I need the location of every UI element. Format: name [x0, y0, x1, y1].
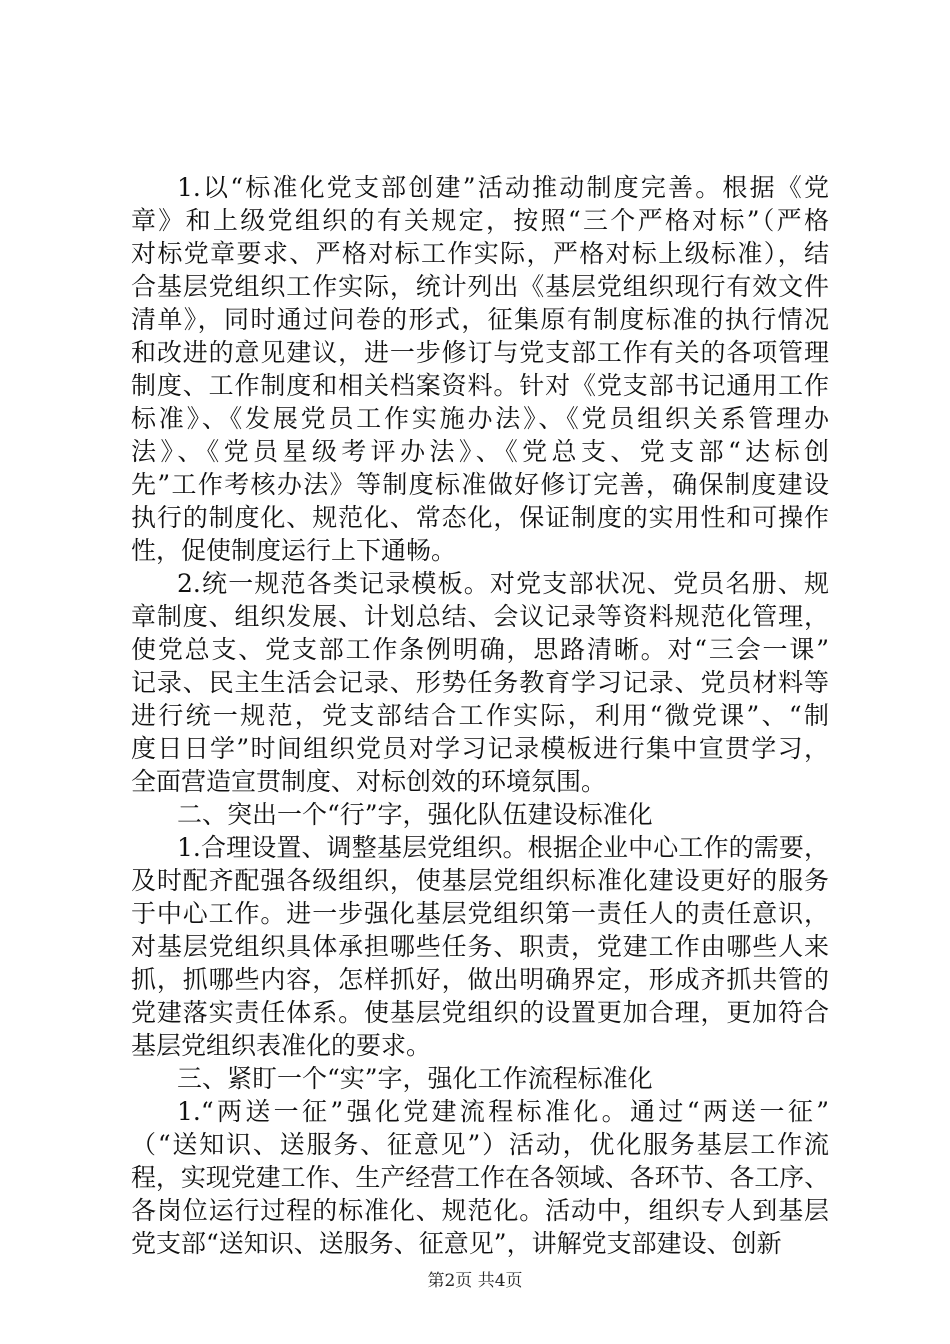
text-line: 党建落实责任体系。使基层党组织的设置更加合理，更加符合 — [131, 998, 829, 1027]
text-line: 1.“两送一征”强化党建流程标准化。通过“两送一征” — [177, 1097, 829, 1126]
paragraph — [131, 1095, 829, 1260]
text-line: 和改进的意见建议，进一步修订与党支部工作有关的各项管理 — [131, 338, 829, 367]
document-body — [131, 171, 829, 1260]
paragraph — [131, 1062, 829, 1095]
paragraph — [131, 831, 829, 1062]
text-line: 合基层党组织工作实际，统计列出《基层党组织现行有效文件 — [131, 272, 829, 301]
text-line: 2.统一规范各类记录模板。对党支部状况、党员名册、规 — [177, 569, 829, 598]
text-line: 抓，抓哪些内容，怎样抓好，做出明确界定，形成齐抓共管的 — [131, 965, 829, 994]
text-line: 使党总支、党支部工作条例明确，思路清晰。对“三会一课” — [131, 635, 829, 664]
text-line: 执行的制度化、规范化、常态化，保证制度的实用性和可操作 — [131, 503, 829, 532]
text-line: 进行统一规范，党支部结合工作实际，利用“微党课”、“制 — [131, 701, 829, 730]
text-line: 标准》、《发展党员工作实施办法》、《党员组织关系管理办 — [131, 404, 829, 433]
text-line: 先”工作考核办法》等制度标准做好修订完善，确保制度建设 — [131, 470, 829, 499]
text-line: 对标党章要求、严格对标工作实际，严格对标上级标准），结 — [131, 239, 829, 268]
text-line: 1.以“标准化党支部创建”活动推动制度完善。根据《党 — [177, 173, 829, 202]
text-line: 清单》，同时通过问卷的形式，征集原有制度标准的执行情况 — [131, 305, 829, 334]
text-line: 基层党组织表准化的要求。 — [131, 1031, 432, 1060]
text-line: 于中心工作。进一步强化基层党组织第一责任人的责任意识， — [131, 899, 829, 928]
text-line: 二、突出一个“行”字，强化队伍建设标准化 — [177, 800, 653, 829]
text-line: 各岗位运行过程的标准化、规范化。活动中，组织专人到基层 — [131, 1196, 829, 1225]
text-line: 度日日学”时间组织党员对学习记录模板进行集中宣贯学习， — [131, 734, 829, 763]
text-line: 1.合理设置、调整基层党组织。根据企业中心工作的需要， — [177, 833, 829, 862]
text-line: 对基层党组织具体承担哪些任务、职责，党建工作由哪些人来 — [131, 932, 829, 961]
text-line: 三、紧盯一个“实”字，强化工作流程标准化 — [177, 1064, 653, 1093]
text-line: 章》和上级党组织的有关规定，按照“三个严格对标”（严格 — [131, 206, 829, 235]
text-line: 及时配齐配强各级组织，使基层党组织标准化建设更好的服务 — [131, 866, 829, 895]
text-line: （“送知识、送服务、征意见”）活动，优化服务基层工作流 — [131, 1130, 829, 1159]
page-footer: 第2页 共4页 — [427, 1271, 523, 1291]
text-line: 章制度、组织发展、计划总结、会议记录等资料规范化管理， — [131, 602, 829, 631]
text-line: 制度、工作制度和相关档案资料。针对《党支部书记通用工作 — [131, 371, 829, 400]
text-line: 全面营造宣贯制度、对标创效的环境氛围。 — [131, 767, 607, 796]
text-line: 性，促使制度运行上下通畅。 — [131, 536, 457, 565]
text-line: 程，实现党建工作、生产经营工作在各领域、各环节、各工序、 — [131, 1163, 829, 1192]
text-line: 党支部“送知识、送服务、征意见”，讲解党支部建设、创新 — [131, 1229, 782, 1258]
text-line: 记录、民主生活会记录、形势任务教育学习记录、党员材料等 — [131, 668, 829, 697]
paragraph — [131, 567, 829, 798]
text-line: 法》、《党员星级考评办法》、《党总支、党支部“达标创 — [131, 437, 829, 466]
paragraph — [131, 798, 829, 831]
paragraph — [131, 171, 829, 567]
